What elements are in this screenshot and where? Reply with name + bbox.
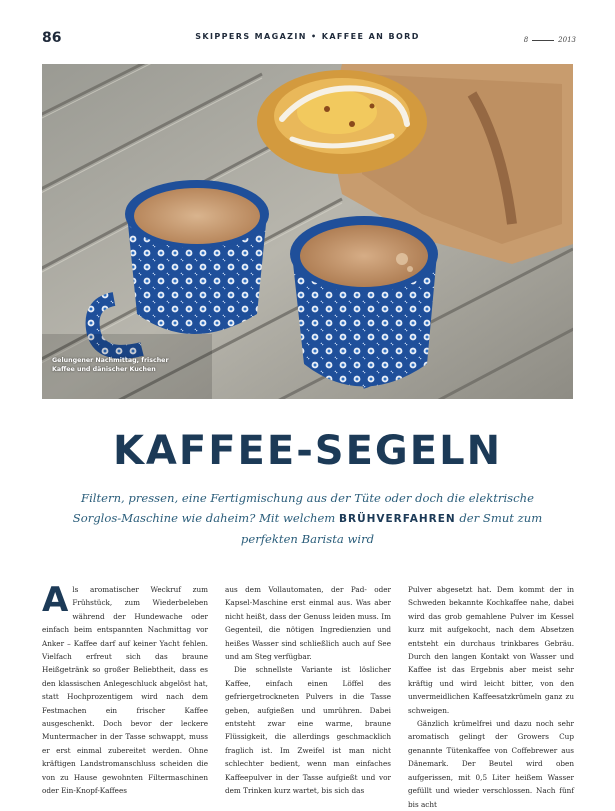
issue-month: 8	[523, 36, 529, 44]
column-2	[225, 583, 391, 798]
paragraph: aus dem Vollautomaten, der Pad- oder Kapsel-Maschine erst einmal aus. Was aber nicht heißt, dass der Genuss leiden muss. Im Gegenteil, die nötigen Ingredienzien und heißes Wasser sind schließlich auch auf See und am Steg verfügbar.	[225, 585, 391, 662]
page-header	[0, 0, 615, 50]
subtitle-text-2: der Smut zum perfekten Barista wird	[240, 511, 543, 546]
article-subtitle	[60, 488, 555, 549]
magazine-title: SKIPPERS MAGAZIN • KAFFEE AN BORD	[195, 32, 420, 41]
subtitle-highlight: BRÜHVERFAHREN	[338, 513, 456, 525]
article-body	[42, 580, 574, 809]
paragraph: Die schnellste Variante ist löslicher Kaffee, einfach einen Löffel des gefriergetrockneten Pulvers in die Tasse geben, aufgießen und umrühren. Dabei entsteht zwar eine warme, braune Flüssigkeit, die allerdings geschmacklich fraglich ist. Im Zweifel ist man nicht schlechter bedient, wenn man einfaches Kaffeepulver in der Tasse aufgießt und vor dem Trinken kurz wartet, bis sich das	[225, 665, 391, 796]
photo-caption: Gelungener Nachmittag, frischer Kaffee und dänischer Kuchen	[52, 357, 169, 373]
article-headline: KAFFEE-SEGELN	[112, 428, 503, 474]
page-number: 86	[42, 30, 62, 46]
drop-cap: A	[42, 580, 69, 620]
paragraph: Gänzlich krümelfrei und dazu noch sehr aromatisch gelingt der Growers Cup genannte Tütenkaffee von Coffebrewer aus Dänemark. Der Beutel wird oben aufgerissen, mit 0,5 Liter heißem Wasser gefüllt und wieder verschlossen. Nach fünf bis acht	[408, 719, 574, 809]
paragraph: Pulver abgesetzt hat. Dem kommt der in Schweden bekannte Kochkaffee nahe, dabei wird das grob gemahlene Pulver im Kessel kurz mit aufgekocht, nach dem Absetzen entsteht ein durchaus trinkbares Gebräu. Durch den langen Kontakt von Wasser und Kaffee ist das Ergebnis aber meist sehr kräftig und wird leicht bitter, von den unvermeidlichen Kaffeesatzkrümeln ganz zu schweigen.	[408, 585, 574, 715]
paragraph-text: ls aromatischer Weckruf zum Frühstück, zum Wiederbeleben während der Hundewache oder einfach beim entspannten Nachmittag vor Anker – Kaffee darf auf keiner Yacht fehlen. Vielfach erfreut sich das braune Heißgetränk so großer Beliebtheit, dass es den klassischen Anlegeschluck abgelöst hat, statt Hochprozentigem wird nach dem Festmachen ein frischer Kaffee ausgeschenkt. Doch bevor der leckere Muntermacher in der Tasse schwappt, muss er erst einmal zubereitet werden. Ohne kräftigen Landstromanschluss scheiden die von zu Hause gewohnten Filtermaschinen oder Ein-Knopf-Kaffees	[42, 585, 208, 796]
paragraph	[42, 580, 208, 798]
cup-right	[290, 216, 438, 387]
column-1	[42, 580, 208, 798]
column-3	[408, 583, 574, 811]
issue-info	[524, 36, 576, 44]
issue-year: 2013	[558, 36, 576, 44]
subtitle-text-1: Filtern, pressen, eine Fertigmischung aus der Tüte oder doch die elektrische Sorglos-Maschine wie daheim? Mit welchem	[72, 491, 534, 525]
coffee-photo	[42, 64, 573, 399]
coffee-photo-illustration	[42, 64, 573, 399]
issue-dash	[532, 40, 554, 41]
